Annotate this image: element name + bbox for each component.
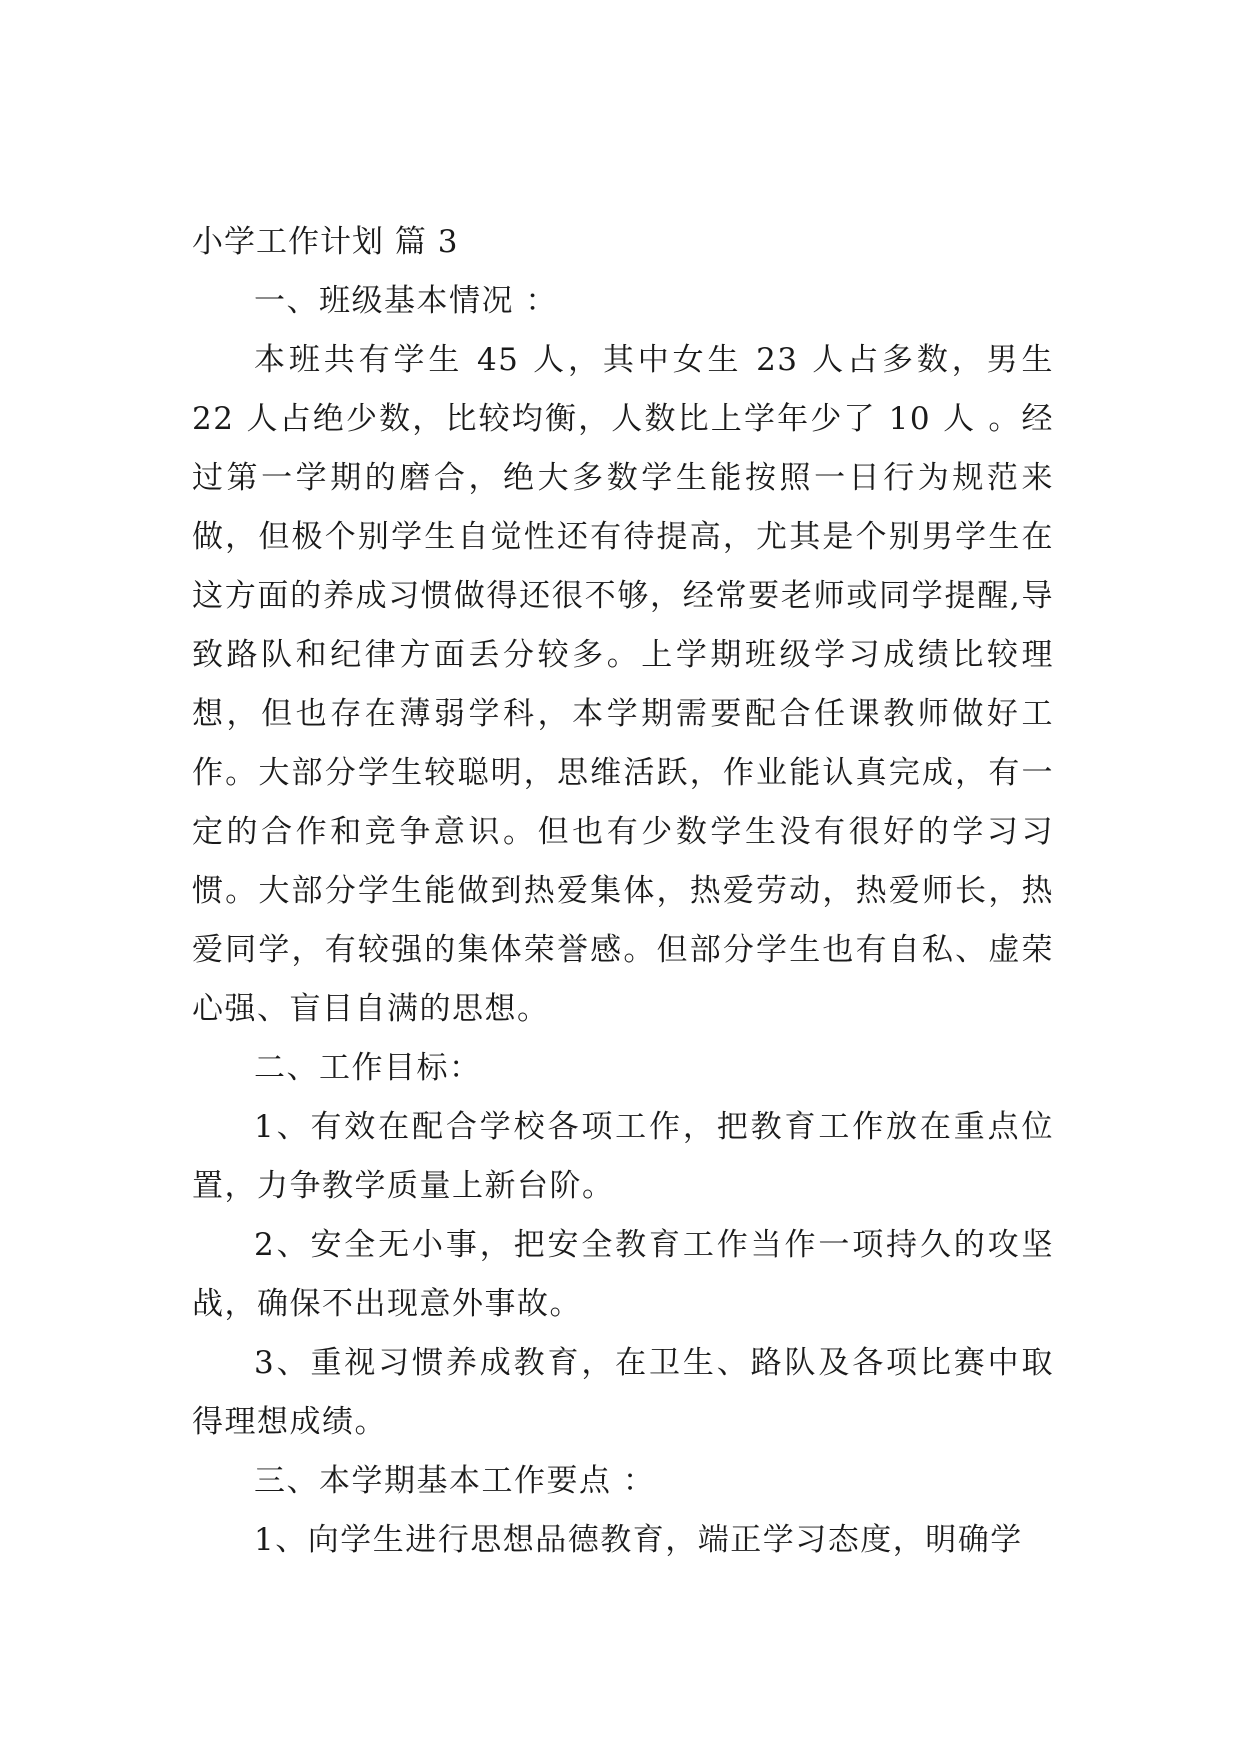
goal-item-1: 1、有效在配合学校各项工作，把教育工作放在重点位置，力争教学质量上新台阶。 [192,1109,1054,1204]
section-heading-class-situation: 一、班级基本情况 ： [254,283,558,319]
goal-item-3: 3、重视习惯养成教育，在卫生、路队及各项比赛中取得理想成绩。 [192,1345,1054,1440]
section-heading-work-goals: 二、工作目标： [254,1050,482,1086]
work-point-item-1: 1、向学生进行思想品德教育，端正学习态度，明确学 [254,1522,1023,1558]
document-body [192,213,1054,1570]
document-title: 小学工作计划 篇 3 [192,224,459,260]
paragraph-class-description: 本班共有学生 45 人，其中女生 23 人占多数，男生 22 人占绝少数，比较均衡，人数比上学年少了 10 人 。经过第一学期的磨合，绝大多数学生能按照一日行为规范来做，但极个别学生自觉性还有待提高，尤其是个别男学生在这方面的养成习惯做得还很不够，经常要老师或同学提醒,导致路队和纪律方面丢分较多。上学期班级学习成绩比较理想，但也存在薄弱学科，本学期需要配合任课教师做好工作。大部分学生较聪明，思维活跃，作业能认真完成，有一定的合作和竞争意识。但也有少数学生没有很好的学习习惯。大部分学生能做到热爱集体，热爱劳动，热爱师长，热爱同学，有较强的集体荣誉感。但部分学生也有自私、虚荣心强、盲目自满的思想。 [192,342,1054,1027]
section-heading-work-points: 三、本学期基本工作要点 ： [254,1463,656,1499]
goal-item-2: 2、安全无小事，把安全教育工作当作一项持久的攻坚战，确保不出现意外事故。 [192,1227,1054,1322]
